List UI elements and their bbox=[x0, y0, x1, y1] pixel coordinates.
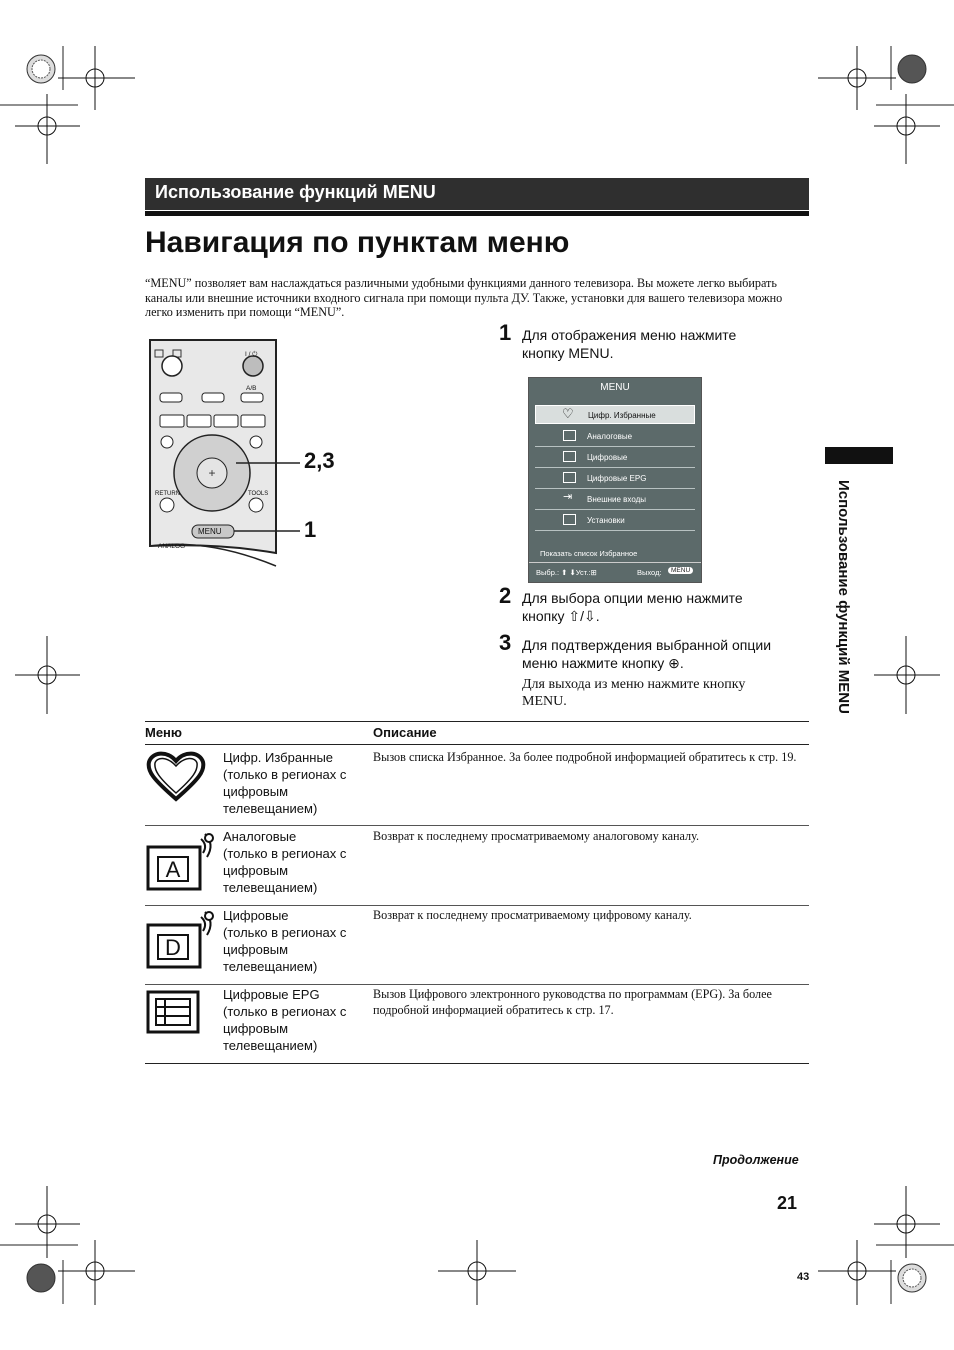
osd-divider bbox=[535, 530, 695, 531]
osd-divider bbox=[535, 509, 695, 510]
remote-return-label: RETURN bbox=[155, 491, 180, 497]
step-1-number: 1 bbox=[499, 320, 512, 345]
continued-label: Продолжение bbox=[713, 1153, 799, 1167]
svg-text:+: + bbox=[208, 466, 216, 480]
table-bottom-rule bbox=[145, 1063, 809, 1064]
heart-icon bbox=[145, 749, 207, 808]
toolbox-icon bbox=[563, 514, 576, 525]
step-3-text: Для подтверждения выбранной опции меню нажмите кнопку ⊕. bbox=[522, 637, 772, 671]
table-header-rule bbox=[145, 744, 809, 745]
input-icon: ⇥ bbox=[563, 491, 573, 503]
osd-menu-screenshot bbox=[528, 377, 702, 583]
table-row-rule bbox=[145, 984, 809, 985]
osd-item-epg: Цифровые EPG bbox=[535, 469, 695, 488]
svg-text:A: A bbox=[165, 857, 181, 882]
epg-icon bbox=[563, 472, 576, 483]
osd-title: MENU bbox=[600, 382, 630, 393]
table-row-favorites-desc: Вызов списка Избранное. За более подробной информацией обратитесь к стр. 19. bbox=[373, 750, 797, 764]
table-row-rule bbox=[145, 905, 809, 906]
osd-divider bbox=[535, 488, 695, 489]
epg-icon bbox=[145, 989, 201, 1040]
svg-text:D: D bbox=[165, 935, 181, 960]
table-row-digital-desc: Возврат к последнему просматриваемому цифровому каналу. bbox=[373, 908, 692, 922]
table-row-analog-name: Аналоговые (только в регионах с цифровым телевещанием) bbox=[223, 829, 347, 895]
digital-icon bbox=[145, 909, 217, 976]
side-tab-marker bbox=[825, 447, 893, 464]
remote-menu-button-label: MENU bbox=[198, 527, 222, 536]
osd-footer-exit: Выход: bbox=[637, 568, 662, 577]
osd-item-settings: Установки bbox=[535, 511, 695, 530]
table-row-analog-desc: Возврат к последнему просматриваемому аналоговому каналу. bbox=[373, 829, 700, 843]
step-1-text: Для отображения меню нажмите кнопку MENU. bbox=[522, 327, 737, 361]
step-2-number: 2 bbox=[499, 583, 512, 608]
section-title: Использование функций MENU bbox=[155, 182, 436, 202]
heart-icon: ♡ bbox=[562, 406, 574, 421]
callout-steps-2-3: 2,3 bbox=[304, 448, 335, 473]
exit-note: Для выхода из меню нажмите кнопку MENU. bbox=[522, 677, 746, 709]
table-top-rule bbox=[145, 721, 809, 722]
osd-divider bbox=[535, 467, 695, 468]
osd-show-favorites: Показать список Избранное bbox=[540, 549, 638, 558]
table-row-epg-desc: Вызов Цифрового электронного руководства по программам (EPG). За более подробной информацией обратитесь к стр. 17. bbox=[373, 987, 772, 1017]
digital-icon bbox=[563, 451, 576, 462]
remote-tools-label: TOOLS bbox=[248, 491, 269, 497]
side-tab-label: Использование функций MENU bbox=[835, 480, 852, 714]
osd-item-inputs: ⇥ Внешние входы bbox=[563, 491, 647, 504]
table-row-rule bbox=[145, 825, 809, 826]
step-2-text: Для выбора опции меню нажмите кнопку ⇧/⇩. bbox=[522, 590, 743, 624]
osd-item-digital: Цифровые bbox=[535, 448, 695, 467]
callout-step-1: 1 bbox=[304, 517, 317, 542]
analog-icon bbox=[145, 831, 217, 898]
page-title: Навигация по пунктам меню bbox=[145, 226, 570, 259]
table-row-digital-name: Цифровые (только в регионах с цифровым телевещанием) bbox=[223, 908, 347, 974]
osd-footer-exit-key: MENU bbox=[668, 567, 693, 574]
intro-paragraph: “MENU” позволяет вам наслаждаться различными удобными функциями данного телевизора. Вы можете легко выбирать каналы или внешние источники входного сигнала при помощи пульта ДУ. Также, установки для вашего телевизора можно легко изменить при помощи “MENU”. bbox=[145, 276, 783, 319]
table-row-favorites-name: Цифр. Избранные (только в регионах с цифровым телевещанием) bbox=[223, 750, 347, 816]
remote-analog-label: ANALOG bbox=[158, 543, 186, 550]
table-row-epg-name: Цифровые EPG (только в регионах с цифровым телевещанием) bbox=[223, 987, 347, 1053]
analog-icon bbox=[563, 430, 576, 441]
remote-power-label: I / ⏻ bbox=[245, 351, 258, 358]
print-page-number: 43 bbox=[797, 1271, 810, 1283]
step-3-number: 3 bbox=[499, 630, 512, 655]
osd-divider bbox=[535, 446, 695, 447]
col-header-menu: Меню bbox=[145, 725, 183, 740]
page-number: 21 bbox=[777, 1193, 798, 1213]
remote-ab-label: A/B bbox=[246, 385, 257, 392]
section-underline bbox=[145, 211, 809, 216]
osd-footer-select: Выбр.: ⬆ ⬇Уст.:⊞ bbox=[536, 568, 597, 577]
section-header bbox=[145, 178, 809, 210]
col-header-description: Описание bbox=[373, 725, 437, 740]
osd-item-analog: Аналоговые bbox=[535, 427, 695, 446]
osd-item-favorites: ♡ Цифр. Избранные bbox=[535, 405, 695, 424]
menu-table bbox=[145, 721, 809, 1066]
osd-divider bbox=[529, 562, 701, 563]
